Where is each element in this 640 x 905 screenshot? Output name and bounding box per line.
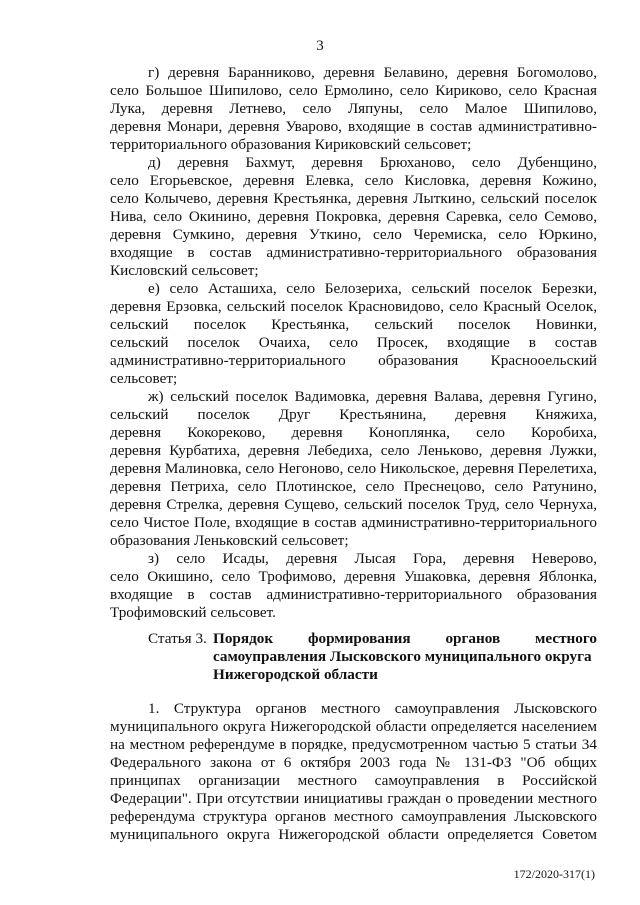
article-label: Статья 3. <box>148 630 207 647</box>
text-line: административно-территориального образования Краснооельский <box>110 352 597 369</box>
text-line: деревня Сумкино, деревня Уткино, село Черемиска, село Юркино, <box>110 226 597 243</box>
text-line: деревня Курбатиха, деревня Лебедиха, село Леньково, деревня Лужки, <box>110 442 597 459</box>
text-line: референдума структура органов местного самоуправления Лысковского <box>110 808 597 825</box>
document-code: 172/2020-317(1) <box>513 867 595 881</box>
text-line: на местном референдуме в порядке, предусмотренном частью 5 статьи 34 <box>110 736 597 753</box>
text-line: деревня Малиновка, село Негоново, село Никольское, деревня Перелетиха, <box>110 460 597 477</box>
text-line: муниципального округа Нижегородской области определяется населением <box>110 718 597 735</box>
text-line: Федерального закона от 6 октября 2003 года № 131-ФЗ "Об общих <box>110 754 597 771</box>
text-line: д) деревня Бахмут, деревня Брюханово, село Дубенщино, <box>148 154 597 171</box>
text-line: деревня Стрелка, деревня Сущево, сельский поселок Труд, село Чернуха, <box>110 496 597 513</box>
text-line: село Большое Шипилово, село Ермолино, село Кириково, село Красная <box>110 82 597 99</box>
text-line: Трофимовский сельсовет. <box>110 604 276 621</box>
article-title-line: Порядок формирования органов местного <box>213 630 597 647</box>
text-line: входящие в состав административно-территориального образования <box>110 244 597 261</box>
text-line: принципах организации местного самоуправления в Российской <box>110 772 597 789</box>
text-line: входящие в состав административно-территориального образования <box>110 586 597 603</box>
text-line: ж) сельский поселок Вадимовка, деревня Валава, деревня Гугино, <box>148 388 597 405</box>
text-line: Лука, деревня Летнево, село Ляпуны, село Малое Шипилово, <box>110 100 597 117</box>
page-number: 3 <box>316 38 324 54</box>
text-line: муниципального округа Нижегородской области определяется Советом <box>110 826 597 843</box>
text-line: деревня Кокореково, деревня Коноплянка, село Коробиха, <box>110 424 597 441</box>
text-line: деревня Петриха, село Плотинское, село Преснецово, село Ратунино, <box>110 478 597 495</box>
text-line: сельский поселок Крестьянка, сельский поселок Новинки, <box>110 316 597 333</box>
text-line: образования Леньковский сельсовет; <box>110 532 349 549</box>
text-line: село Егорьевское, деревня Елевка, село Кисловка, деревня Кожино, <box>110 172 597 189</box>
text-line: Кисловский сельсовет; <box>110 262 259 279</box>
text-line: деревня Ерзовка, сельский поселок Красновидово, село Красный Оселок, <box>110 298 597 315</box>
text-line: е) село Асташиха, село Белозериха, сельский поселок Березки, <box>148 280 597 297</box>
text-line: село Чистое Поле, входящие в состав административно-территориального <box>110 514 597 531</box>
article-title-line: Нижегородской области <box>213 666 378 683</box>
text-line: сельсовет; <box>110 370 178 387</box>
text-line: территориального образования Кириковский сельсовет; <box>110 136 472 153</box>
text-line: сельский поселок Очаиха, село Просек, входящие в состав <box>110 334 597 351</box>
text-line: деревня Монари, деревня Уварово, входящие в состав административно- <box>110 118 597 135</box>
text-line: 1. Структура органов местного самоуправления Лысковского <box>148 700 597 717</box>
text-line: село Окишино, село Трофимово, деревня Ушаковка, деревня Яблонка, <box>110 568 597 585</box>
text-line: сельский поселок Друг Крестьянина, деревня Княжиха, <box>110 406 597 423</box>
text-line: Нива, село Окинино, деревня Покровка, деревня Саревка, село Семово, <box>110 208 597 225</box>
article-title-line: самоуправления Лысковского муниципального округа <box>213 648 592 665</box>
text-line: село Колычево, деревня Крестьянка, деревня Лыткино, сельский поселок <box>110 190 597 207</box>
text-line: Федерации". При отсутствии инициативы граждан о проведении местного <box>110 790 597 807</box>
text-line: г) деревня Баранниково, деревня Белавино, деревня Богомолово, <box>148 64 597 81</box>
text-line: з) село Исады, деревня Лысая Гора, деревня Неверово, <box>148 550 597 567</box>
